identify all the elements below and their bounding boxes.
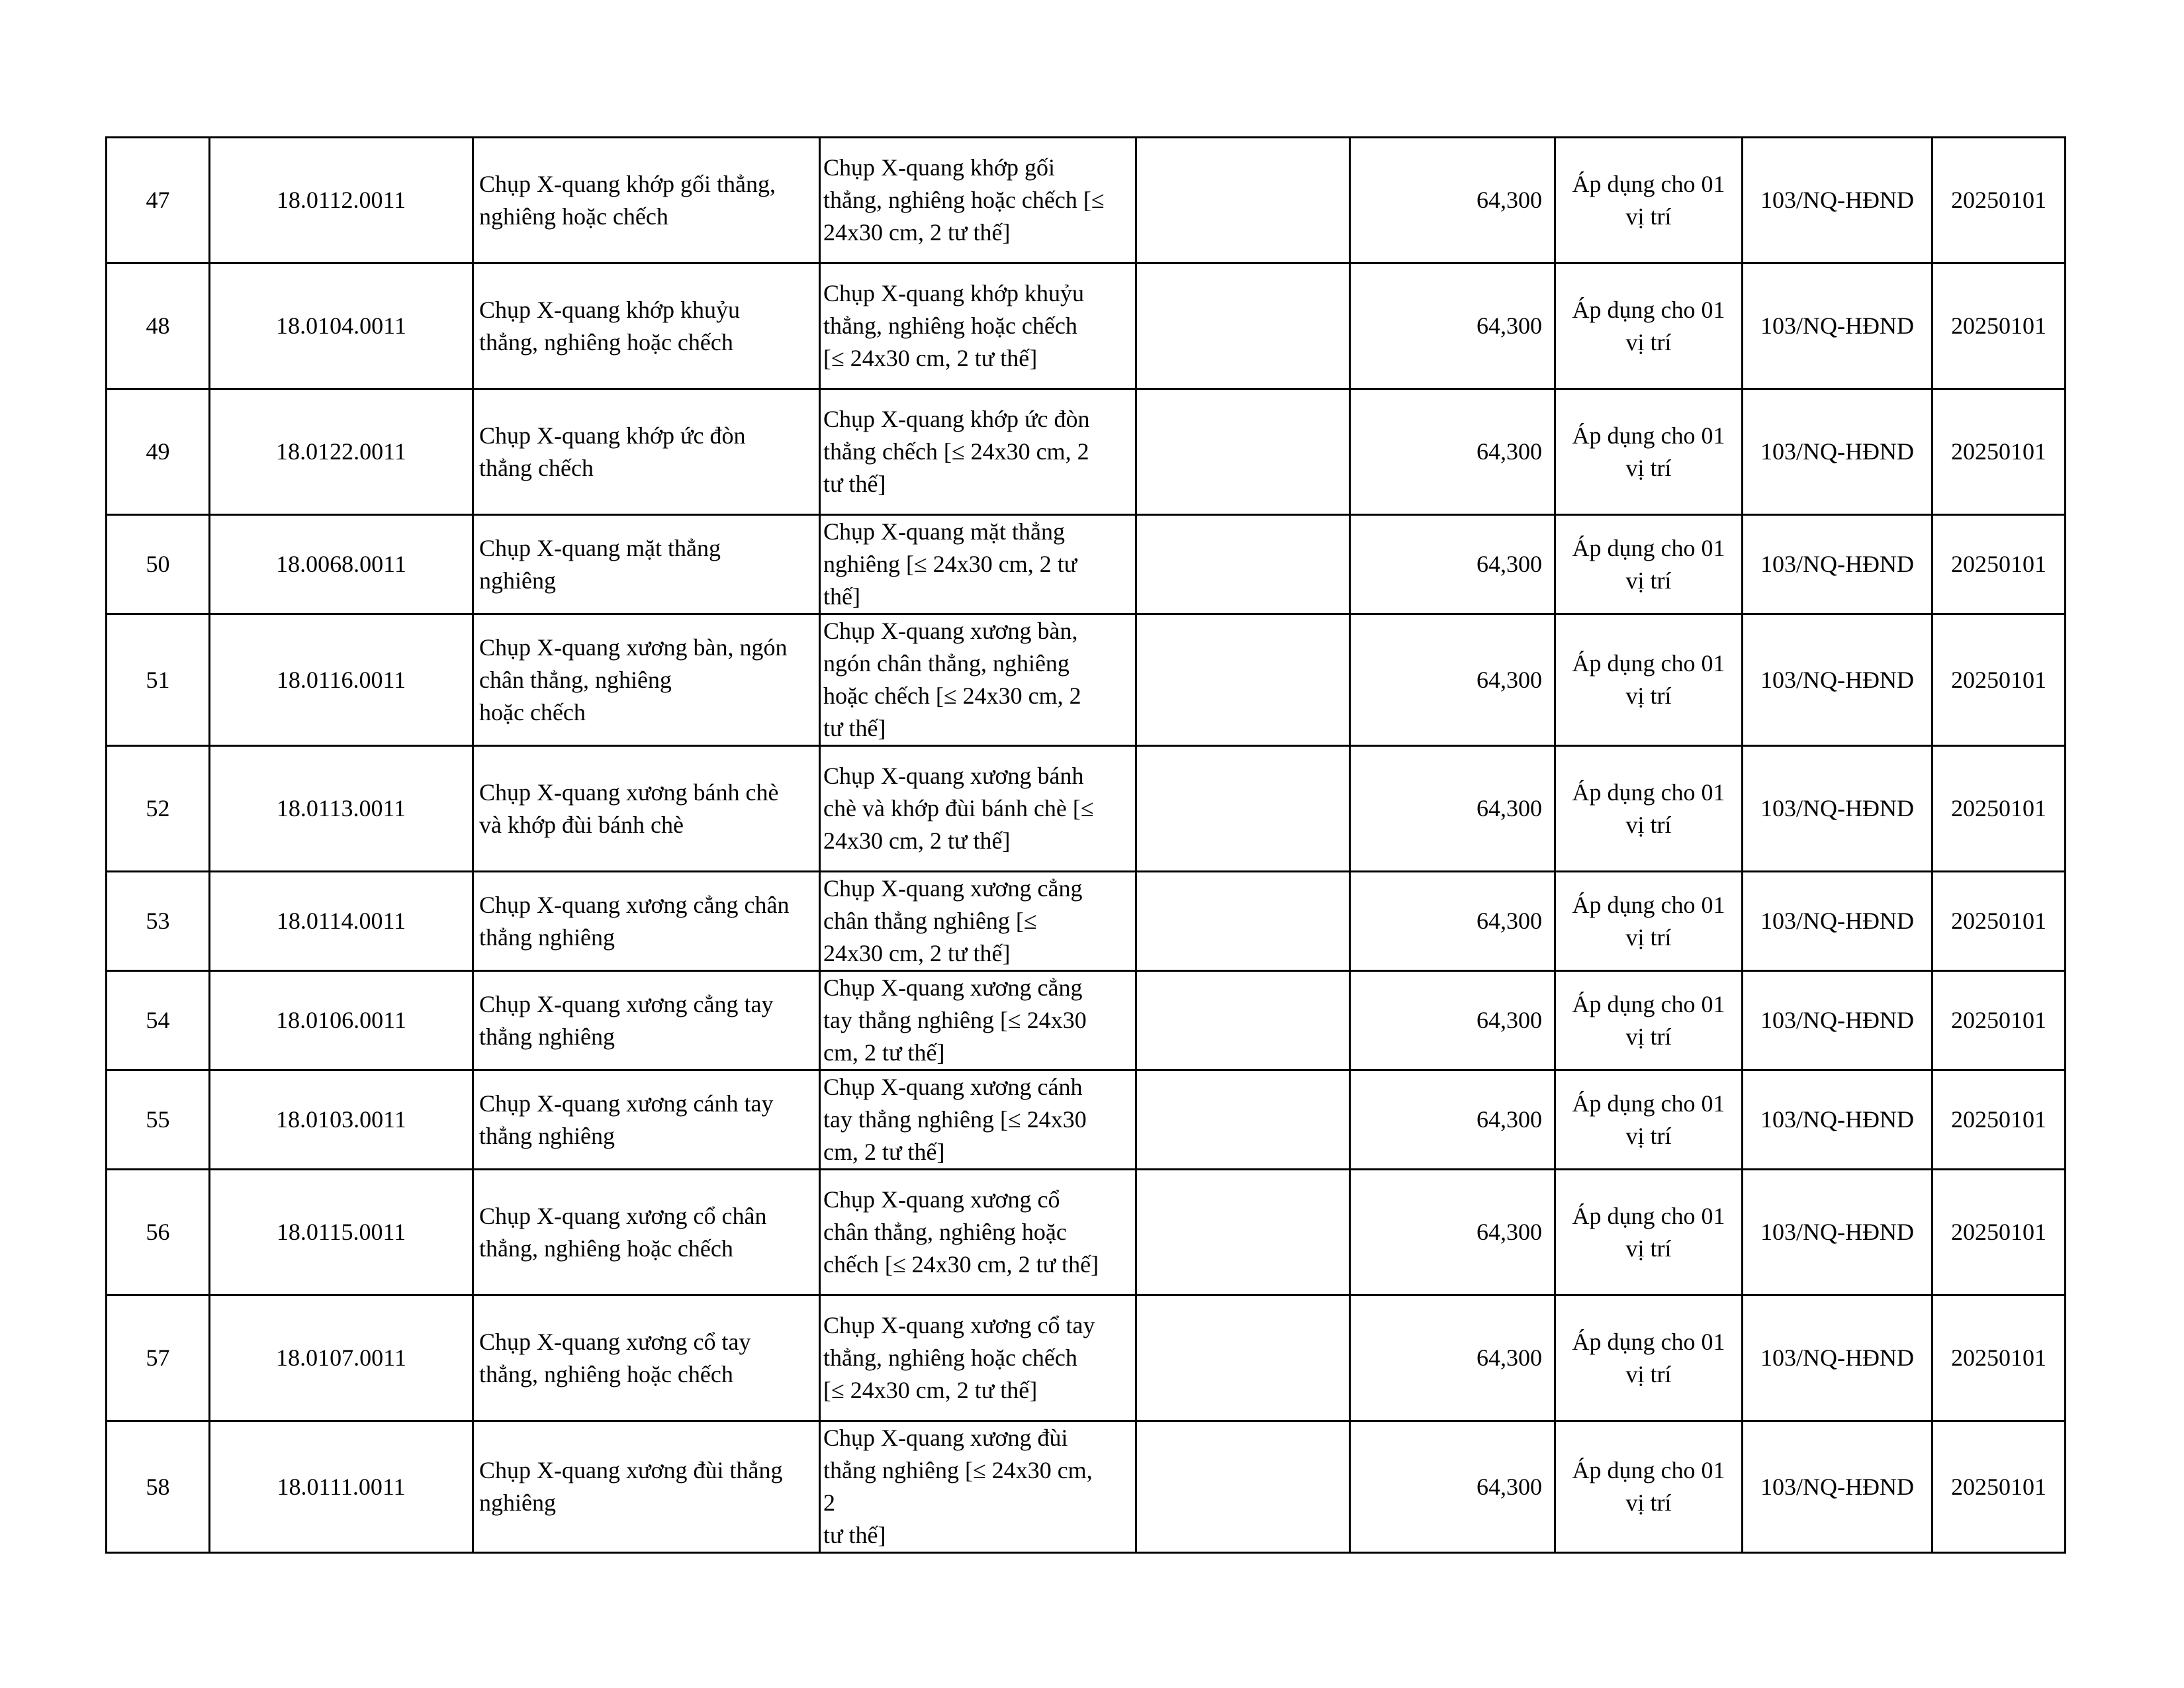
row-number-cell-text: 49 xyxy=(146,438,170,465)
price-cell xyxy=(1350,263,1555,389)
note-cell xyxy=(1555,515,1743,614)
service-code-cell xyxy=(210,138,473,263)
service-name-cell-text: Chụp X-quang xương bánh chè và khớp đùi bánh chè xyxy=(479,778,779,838)
price-cell-text: 64,300 xyxy=(1477,438,1542,465)
service-description-cell-text: Chụp X-quang xương cổ tay thẳng, nghiêng hoặc chếch [≤ 24x30 cm, 2 tư thế] xyxy=(823,1312,1095,1403)
row-number-cell xyxy=(107,746,210,872)
service-code-cell-text: 18.0111.0011 xyxy=(277,1473,406,1500)
service-name-cell xyxy=(473,263,820,389)
price-cell xyxy=(1350,1070,1555,1170)
row-number-cell-text: 55 xyxy=(146,1106,170,1133)
service-description-cell-text: Chụp X-quang xương bàn, ngón chân thẳng, nghiêng hoặc chếch [≤ 24x30 cm, 2 tư thế] xyxy=(823,618,1081,741)
effective-date-cell-text: 20250101 xyxy=(1951,312,2046,339)
service-name-cell-text: Chụp X-quang xương cánh tay thẳng nghiêng xyxy=(479,1090,774,1149)
note-cell-text: Áp dụng cho 01 vị trí xyxy=(1572,650,1725,709)
price-cell-text: 64,300 xyxy=(1477,551,1542,577)
resolution-ref-cell-text: 103/NQ-HĐND xyxy=(1760,438,1914,465)
note-cell xyxy=(1555,1421,1743,1553)
blank-cell xyxy=(1136,1070,1350,1170)
effective-date-cell xyxy=(1933,1070,2066,1170)
row-number-cell-text: 54 xyxy=(146,1007,170,1033)
note-cell xyxy=(1555,1170,1743,1295)
blank-cell xyxy=(1136,515,1350,614)
effective-date-cell-text: 20250101 xyxy=(1951,187,2046,213)
service-name-cell-text: Chụp X-quang khớp ức đòn thẳng chếch xyxy=(479,422,746,481)
service-name-cell xyxy=(473,389,820,515)
effective-date-cell-text: 20250101 xyxy=(1951,1219,2046,1245)
table-row xyxy=(107,515,2066,614)
price-cell-text: 64,300 xyxy=(1477,1219,1542,1245)
service-name-cell xyxy=(473,138,820,263)
row-number-cell xyxy=(107,389,210,515)
resolution-ref-cell xyxy=(1743,614,1933,746)
service-code-cell-text: 18.0114.0011 xyxy=(276,908,406,934)
service-description-cell xyxy=(820,1070,1136,1170)
resolution-ref-cell xyxy=(1743,746,1933,872)
price-cell-text: 64,300 xyxy=(1477,1106,1542,1133)
service-name-cell xyxy=(473,746,820,872)
effective-date-cell xyxy=(1933,872,2066,971)
service-description-cell xyxy=(820,263,1136,389)
blank-cell xyxy=(1136,872,1350,971)
service-name-cell xyxy=(473,515,820,614)
blank-cell xyxy=(1136,1170,1350,1295)
row-number-cell xyxy=(107,515,210,614)
effective-date-cell-text: 20250101 xyxy=(1951,908,2046,934)
table-row xyxy=(107,872,2066,971)
table-body xyxy=(107,138,2066,1553)
service-code-cell xyxy=(210,263,473,389)
resolution-ref-cell-text: 103/NQ-HĐND xyxy=(1760,1007,1914,1033)
price-cell-text: 64,300 xyxy=(1477,908,1542,934)
table-row xyxy=(107,389,2066,515)
service-name-cell-text: Chụp X-quang xương cổ chân thẳng, nghiêng hoặc chếch xyxy=(479,1202,767,1262)
service-name-cell-text: Chụp X-quang mặt thẳng nghiêng xyxy=(479,534,721,594)
note-cell xyxy=(1555,1295,1743,1421)
row-number-cell-text: 57 xyxy=(146,1344,170,1371)
table-row xyxy=(107,971,2066,1070)
effective-date-cell xyxy=(1933,971,2066,1070)
note-cell-text: Áp dụng cho 01 vị trí xyxy=(1572,1457,1725,1516)
service-code-cell-text: 18.0113.0011 xyxy=(276,795,406,821)
service-name-cell xyxy=(473,872,820,971)
service-description-cell xyxy=(820,1170,1136,1295)
service-code-cell xyxy=(210,389,473,515)
resolution-ref-cell-text: 103/NQ-HĐND xyxy=(1760,1106,1914,1133)
note-cell-text: Áp dụng cho 01 vị trí xyxy=(1572,1328,1725,1387)
note-cell-text: Áp dụng cho 01 vị trí xyxy=(1572,778,1725,838)
service-description-cell xyxy=(820,1295,1136,1421)
note-cell-text: Áp dụng cho 01 vị trí xyxy=(1572,170,1725,230)
blank-cell xyxy=(1136,1421,1350,1553)
service-code-cell xyxy=(210,1070,473,1170)
effective-date-cell-text: 20250101 xyxy=(1951,1473,2046,1500)
effective-date-cell xyxy=(1933,1170,2066,1295)
service-description-cell xyxy=(820,746,1136,872)
effective-date-cell xyxy=(1933,746,2066,872)
effective-date-cell-text: 20250101 xyxy=(1951,1007,2046,1033)
effective-date-cell-text: 20250101 xyxy=(1951,1106,2046,1133)
note-cell xyxy=(1555,614,1743,746)
service-name-cell-text: Chụp X-quang xương cẳng chân thẳng nghiêng xyxy=(479,891,790,951)
service-code-cell xyxy=(210,971,473,1070)
note-cell-text: Áp dụng cho 01 vị trí xyxy=(1572,891,1725,951)
resolution-ref-cell xyxy=(1743,971,1933,1070)
service-name-cell-text: Chụp X-quang xương đùi thẳng nghiêng xyxy=(479,1457,783,1516)
note-cell xyxy=(1555,263,1743,389)
service-description-cell-text: Chụp X-quang khớp gối thẳng, nghiêng hoặc chếch [≤ 24x30 cm, 2 tư thế] xyxy=(823,154,1105,246)
resolution-ref-cell-text: 103/NQ-HĐND xyxy=(1760,312,1914,339)
row-number-cell-text: 48 xyxy=(146,312,170,339)
note-cell xyxy=(1555,1070,1743,1170)
row-number-cell-text: 58 xyxy=(146,1473,170,1500)
service-name-cell xyxy=(473,1070,820,1170)
service-name-cell xyxy=(473,1421,820,1553)
blank-cell xyxy=(1136,1295,1350,1421)
effective-date-cell xyxy=(1933,389,2066,515)
effective-date-cell-text: 20250101 xyxy=(1951,666,2046,693)
note-cell xyxy=(1555,872,1743,971)
row-number-cell-text: 56 xyxy=(146,1219,170,1245)
resolution-ref-cell xyxy=(1743,1421,1933,1553)
price-cell-text: 64,300 xyxy=(1477,1344,1542,1371)
row-number-cell xyxy=(107,1421,210,1553)
row-number-cell-text: 53 xyxy=(146,908,170,934)
price-cell-text: 64,300 xyxy=(1477,1007,1542,1033)
row-number-cell xyxy=(107,138,210,263)
table-row xyxy=(107,1070,2066,1170)
service-code-cell xyxy=(210,872,473,971)
table-row xyxy=(107,746,2066,872)
note-cell-text: Áp dụng cho 01 vị trí xyxy=(1572,1090,1725,1149)
service-code-cell-text: 18.0115.0011 xyxy=(276,1219,406,1245)
service-code-cell-text: 18.0106.0011 xyxy=(276,1007,406,1033)
effective-date-cell xyxy=(1933,614,2066,746)
note-cell xyxy=(1555,389,1743,515)
service-code-cell-text: 18.0112.0011 xyxy=(276,187,406,213)
price-cell xyxy=(1350,872,1555,971)
blank-cell xyxy=(1136,138,1350,263)
table-row xyxy=(107,614,2066,746)
row-number-cell-text: 51 xyxy=(146,666,170,693)
effective-date-cell xyxy=(1933,1295,2066,1421)
price-cell xyxy=(1350,746,1555,872)
table-row xyxy=(107,1170,2066,1295)
service-code-cell xyxy=(210,614,473,746)
table-row xyxy=(107,1421,2066,1553)
row-number-cell xyxy=(107,263,210,389)
service-name-cell-text: Chụp X-quang xương cổ tay thẳng, nghiêng hoặc chếch xyxy=(479,1328,751,1387)
service-code-cell xyxy=(210,746,473,872)
resolution-ref-cell xyxy=(1743,1295,1933,1421)
resolution-ref-cell xyxy=(1743,515,1933,614)
price-cell-text: 64,300 xyxy=(1477,666,1542,693)
note-cell xyxy=(1555,971,1743,1070)
service-description-cell-text: Chụp X-quang xương bánh chè và khớp đùi bánh chè [≤ 24x30 cm, 2 tư thế] xyxy=(823,763,1094,854)
resolution-ref-cell-text: 103/NQ-HĐND xyxy=(1760,1344,1914,1371)
service-code-cell-text: 18.0103.0011 xyxy=(276,1106,406,1133)
blank-cell xyxy=(1136,746,1350,872)
row-number-cell-text: 50 xyxy=(146,551,170,577)
table-row xyxy=(107,263,2066,389)
resolution-ref-cell xyxy=(1743,872,1933,971)
service-name-cell xyxy=(473,971,820,1070)
service-name-cell-text: Chụp X-quang khớp khuỷu thẳng, nghiêng hoặc chếch xyxy=(479,296,741,355)
price-cell xyxy=(1350,515,1555,614)
price-cell-text: 64,300 xyxy=(1477,1473,1542,1500)
price-cell-text: 64,300 xyxy=(1477,312,1542,339)
service-name-cell xyxy=(473,1170,820,1295)
price-cell-text: 64,300 xyxy=(1477,795,1542,821)
service-name-cell xyxy=(473,614,820,746)
service-code-cell-text: 18.0116.0011 xyxy=(276,666,406,693)
effective-date-cell xyxy=(1933,1421,2066,1553)
price-cell xyxy=(1350,971,1555,1070)
effective-date-cell-text: 20250101 xyxy=(1951,1344,2046,1371)
service-code-cell xyxy=(210,1421,473,1553)
row-number-cell-text: 52 xyxy=(146,795,170,821)
effective-date-cell-text: 20250101 xyxy=(1951,551,2046,577)
service-description-cell xyxy=(820,1421,1136,1553)
table-row xyxy=(107,1295,2066,1421)
resolution-ref-cell xyxy=(1743,263,1933,389)
service-name-cell xyxy=(473,1295,820,1421)
service-description-cell-text: Chụp X-quang xương cẳng tay thẳng nghiêng [≤ 24x30 cm, 2 tư thế] xyxy=(823,974,1087,1066)
effective-date-cell-text: 20250101 xyxy=(1951,438,2046,465)
service-description-cell xyxy=(820,138,1136,263)
service-name-cell-text: Chụp X-quang xương bàn, ngón chân thẳng, nghiêng hoặc chếch xyxy=(479,633,788,726)
service-code-cell-text: 18.0122.0011 xyxy=(276,438,406,465)
service-description-cell-text: Chụp X-quang xương cổ chân thẳng, nghiêng hoặc chếch [≤ 24x30 cm, 2 tư thế] xyxy=(823,1186,1099,1278)
service-description-cell xyxy=(820,971,1136,1070)
service-name-cell-text: Chụp X-quang khớp gối thẳng, nghiêng hoặc chếch xyxy=(479,170,776,230)
note-cell-text: Áp dụng cho 01 vị trí xyxy=(1572,296,1725,355)
service-code-cell-text: 18.0068.0011 xyxy=(276,551,406,577)
price-table xyxy=(105,136,2066,1554)
resolution-ref-cell-text: 103/NQ-HĐND xyxy=(1760,551,1914,577)
service-description-cell xyxy=(820,614,1136,746)
price-cell xyxy=(1350,1295,1555,1421)
price-cell xyxy=(1350,389,1555,515)
note-cell-text: Áp dụng cho 01 vị trí xyxy=(1572,990,1725,1050)
service-code-cell-text: 18.0104.0011 xyxy=(276,312,406,339)
resolution-ref-cell-text: 103/NQ-HĐND xyxy=(1760,795,1914,821)
row-number-cell xyxy=(107,1170,210,1295)
row-number-cell-text: 47 xyxy=(146,187,170,213)
price-cell xyxy=(1350,1170,1555,1295)
resolution-ref-cell-text: 103/NQ-HĐND xyxy=(1760,1219,1914,1245)
resolution-ref-cell-text: 103/NQ-HĐND xyxy=(1760,666,1914,693)
effective-date-cell xyxy=(1933,515,2066,614)
row-number-cell xyxy=(107,1070,210,1170)
resolution-ref-cell-text: 103/NQ-HĐND xyxy=(1760,908,1914,934)
row-number-cell xyxy=(107,872,210,971)
resolution-ref-cell xyxy=(1743,1170,1933,1295)
service-description-cell-text: Chụp X-quang xương cánh tay thẳng nghiêng [≤ 24x30 cm, 2 tư thế] xyxy=(823,1074,1087,1165)
price-cell xyxy=(1350,1421,1555,1553)
blank-cell xyxy=(1136,263,1350,389)
effective-date-cell xyxy=(1933,263,2066,389)
resolution-ref-cell xyxy=(1743,389,1933,515)
resolution-ref-cell-text: 103/NQ-HĐND xyxy=(1760,187,1914,213)
row-number-cell xyxy=(107,971,210,1070)
service-code-cell xyxy=(210,1295,473,1421)
service-description-cell-text: Chụp X-quang xương đùi thẳng nghiêng [≤ 24x30 cm, 2 tư thế] xyxy=(823,1425,1093,1548)
resolution-ref-cell xyxy=(1743,1070,1933,1170)
effective-date-cell xyxy=(1933,138,2066,263)
effective-date-cell-text: 20250101 xyxy=(1951,795,2046,821)
price-cell xyxy=(1350,138,1555,263)
service-code-cell xyxy=(210,1170,473,1295)
blank-cell xyxy=(1136,971,1350,1070)
price-cell-text: 64,300 xyxy=(1477,187,1542,213)
service-description-cell xyxy=(820,389,1136,515)
resolution-ref-cell xyxy=(1743,138,1933,263)
service-description-cell-text: Chụp X-quang khớp ức đòn thẳng chếch [≤ 24x30 cm, 2 tư thế] xyxy=(823,406,1090,497)
note-cell xyxy=(1555,138,1743,263)
resolution-ref-cell-text: 103/NQ-HĐND xyxy=(1760,1473,1914,1500)
note-cell-text: Áp dụng cho 01 vị trí xyxy=(1572,534,1725,594)
service-description-cell xyxy=(820,872,1136,971)
service-description-cell-text: Chụp X-quang mặt thẳng nghiêng [≤ 24x30 cm, 2 tư thế] xyxy=(823,518,1077,610)
service-code-cell-text: 18.0107.0011 xyxy=(276,1344,406,1371)
note-cell-text: Áp dụng cho 01 vị trí xyxy=(1572,1202,1725,1262)
service-name-cell-text: Chụp X-quang xương cẳng tay thẳng nghiêng xyxy=(479,990,774,1050)
service-description-cell-text: Chụp X-quang xương cẳng chân thẳng nghiêng [≤ 24x30 cm, 2 tư thế] xyxy=(823,875,1083,966)
note-cell xyxy=(1555,746,1743,872)
blank-cell xyxy=(1136,614,1350,746)
row-number-cell xyxy=(107,614,210,746)
service-description-cell xyxy=(820,515,1136,614)
service-code-cell xyxy=(210,515,473,614)
table-row xyxy=(107,138,2066,263)
blank-cell xyxy=(1136,389,1350,515)
price-cell xyxy=(1350,614,1555,746)
row-number-cell xyxy=(107,1295,210,1421)
service-description-cell-text: Chụp X-quang khớp khuỷu thẳng, nghiêng hoặc chếch [≤ 24x30 cm, 2 tư thế] xyxy=(823,280,1085,371)
note-cell-text: Áp dụng cho 01 vị trí xyxy=(1572,422,1725,481)
